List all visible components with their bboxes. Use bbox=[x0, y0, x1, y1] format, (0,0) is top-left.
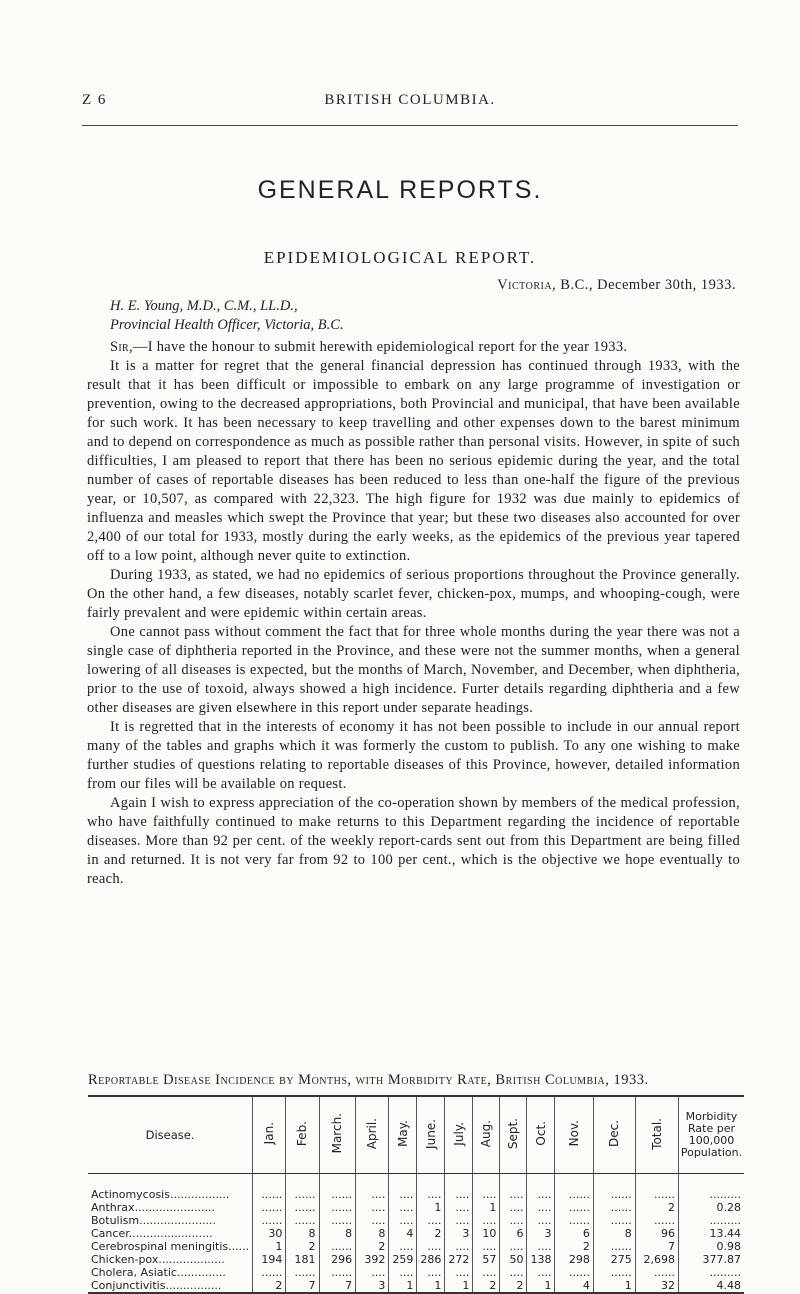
month-cell: 2 bbox=[555, 1240, 593, 1253]
month-cell: .... bbox=[473, 1266, 500, 1279]
month-cell: 3 bbox=[445, 1227, 473, 1240]
disease-name: Chicken-pox................... bbox=[91, 1253, 225, 1266]
month-cell: .... bbox=[445, 1240, 473, 1253]
addressee bbox=[110, 297, 344, 335]
month-cell: .... bbox=[527, 1266, 555, 1279]
total-cell: 7 bbox=[635, 1240, 678, 1253]
total-cell: 2,698 bbox=[635, 1253, 678, 1266]
month-cell: .... bbox=[356, 1174, 389, 1202]
morbidity-cell: 0.28 bbox=[679, 1201, 745, 1214]
disease-incidence-table bbox=[88, 1095, 744, 1294]
month-cell: ...... bbox=[555, 1201, 593, 1214]
column-header-month: March. bbox=[319, 1096, 356, 1174]
leader-dots: ........................ bbox=[128, 1227, 213, 1240]
disease-name: Cancer........................ bbox=[91, 1227, 213, 1240]
paragraph: Again I wish to express appreciation of the co-operation shown by members of the medical profession, who have faithfully continued to make returns to this Department regarding the incidence of reportable diseases. More than 92 per cent. of the weekly report-cards sent out from this Department are being filled in and returned. It is not very far from 92 to 100 per cent., which is the objective we hope eventually to reach. bbox=[87, 795, 740, 887]
month-cell: 181 bbox=[286, 1253, 319, 1266]
month-cell: 8 bbox=[356, 1227, 389, 1240]
month-cell: 1 bbox=[593, 1279, 635, 1293]
month-cell: 2 bbox=[286, 1240, 319, 1253]
month-cell: ...... bbox=[253, 1214, 286, 1227]
total-cell: 32 bbox=[635, 1279, 678, 1293]
running-header bbox=[82, 92, 738, 112]
table-row bbox=[88, 1240, 744, 1253]
morbidity-cell: 4.48 bbox=[679, 1279, 745, 1293]
column-header-month: Sept. bbox=[500, 1096, 527, 1174]
morbidity-cell: 377.87 bbox=[679, 1253, 745, 1266]
paragraph: It is regretted that in the interests of economy it has not been possible to include in our annual report many of the tables and graphs which it was formerly the custom to publish. To any one wishing to make further studies of questions relating to reportable diseases of this Province, however, detailed information from our files will be available on request. bbox=[87, 719, 740, 792]
morbidity-cell: ......... bbox=[679, 1174, 745, 1202]
salutation: Sir, bbox=[110, 339, 133, 355]
month-cell: ...... bbox=[593, 1214, 635, 1227]
month-cell: 1 bbox=[253, 1240, 286, 1253]
morbidity-cell: ......... bbox=[679, 1266, 745, 1279]
month-cell: ...... bbox=[286, 1214, 319, 1227]
paragraph: It is a matter for regret that the general financial depression has continued through 1933, with the result that it has been difficult or impossible to embark on any large programme of investigation or prevention, owing to the decreased appropriations, both Provincial and municipal, that have been available for such work. It has been necessary to keep travelling and other expenses down to the barest minimum and to depend on correspondence as much as possible rather than personal visits. However, in spite of such difficulties, I am pleased to report that there has been no serious epidemic during the year, and the total number of cases of reportable diseases has been reduced to less than one-half the figure of the previous year, or 10,507, as compared with 22,323. The high figure for 1932 was due mainly to epidemics of influenza and measles which swept the Province that year; but these two diseases also accounted for over 2,400 of our total for 1933, mostly during the early weeks, as the epidemics of the previous year tapered off to a low point, although never quite to extinction. bbox=[87, 358, 740, 564]
month-cell: .... bbox=[445, 1174, 473, 1202]
month-cell: 194 bbox=[253, 1253, 286, 1266]
month-cell: ...... bbox=[319, 1214, 356, 1227]
month-cell: 8 bbox=[593, 1227, 635, 1240]
column-header-month: Nov. bbox=[555, 1096, 593, 1174]
month-cell: ...... bbox=[593, 1201, 635, 1214]
month-cell: 30 bbox=[253, 1227, 286, 1240]
month-cell: 298 bbox=[555, 1253, 593, 1266]
month-cell: 1 bbox=[417, 1279, 445, 1293]
month-cell: .... bbox=[417, 1266, 445, 1279]
column-header-month: April. bbox=[356, 1096, 389, 1174]
column-header-disease: Disease. bbox=[88, 1096, 253, 1174]
total-cell: ...... bbox=[635, 1174, 678, 1202]
month-cell: 296 bbox=[319, 1253, 356, 1266]
column-header-month: May. bbox=[389, 1096, 417, 1174]
column-header-month: June. bbox=[417, 1096, 445, 1174]
month-cell: .... bbox=[389, 1174, 417, 1202]
morbidity-cell: ......... bbox=[679, 1214, 745, 1227]
table-title: Reportable Disease Incidence by Months, with Morbidity Rate, British Columbia, 1933. bbox=[88, 1072, 649, 1088]
month-cell: .... bbox=[417, 1240, 445, 1253]
month-cell: 4 bbox=[555, 1279, 593, 1293]
morbidity-cell: 0.98 bbox=[679, 1240, 745, 1253]
month-cell: ...... bbox=[286, 1174, 319, 1202]
total-cell: ...... bbox=[635, 1266, 678, 1279]
month-cell: .... bbox=[389, 1266, 417, 1279]
month-cell: .... bbox=[500, 1266, 527, 1279]
table-body bbox=[88, 1174, 744, 1294]
month-cell: .... bbox=[445, 1201, 473, 1214]
month-cell: ...... bbox=[593, 1240, 635, 1253]
month-cell: 2 bbox=[473, 1279, 500, 1293]
month-cell: .... bbox=[527, 1240, 555, 1253]
disease-name: Anthrax....................... bbox=[91, 1201, 215, 1214]
disease-name: Conjunctivitis................ bbox=[91, 1279, 222, 1292]
month-cell: .... bbox=[473, 1240, 500, 1253]
month-cell: .... bbox=[389, 1240, 417, 1253]
disease-name: Botulism...................... bbox=[91, 1214, 217, 1227]
month-cell: ...... bbox=[286, 1201, 319, 1214]
table-row bbox=[88, 1174, 744, 1202]
month-cell: .... bbox=[473, 1174, 500, 1202]
month-cell: .... bbox=[500, 1240, 527, 1253]
total-cell: ...... bbox=[635, 1214, 678, 1227]
month-cell: 7 bbox=[319, 1279, 356, 1293]
leader-dots: ....................... bbox=[134, 1201, 215, 1214]
report-subtitle: EPIDEMIOLOGICAL REPORT. bbox=[263, 248, 537, 267]
table-row bbox=[88, 1266, 744, 1279]
month-cell: .... bbox=[356, 1214, 389, 1227]
leader-dots: ................... bbox=[158, 1253, 225, 1266]
column-header-month: Oct. bbox=[527, 1096, 555, 1174]
month-cell: 1 bbox=[527, 1279, 555, 1293]
table-row bbox=[88, 1214, 744, 1227]
paragraph: Sir,—I have the honour to submit herewith epidemiological report for the year 1933. bbox=[110, 339, 628, 355]
section-title: GENERAL REPORTS. bbox=[257, 176, 543, 204]
table-row bbox=[88, 1201, 744, 1214]
month-cell: ...... bbox=[319, 1266, 356, 1279]
month-cell: .... bbox=[473, 1214, 500, 1227]
leader-dots: ................ bbox=[165, 1279, 222, 1292]
month-cell: 2 bbox=[356, 1240, 389, 1253]
month-cell: .... bbox=[445, 1266, 473, 1279]
month-cell: .... bbox=[445, 1214, 473, 1227]
month-cell: 7 bbox=[286, 1279, 319, 1293]
dateline-date: , B.C., December 30th, 1933. bbox=[552, 277, 736, 293]
month-cell: .... bbox=[500, 1214, 527, 1227]
report-body bbox=[87, 338, 740, 889]
month-cell: 2 bbox=[253, 1279, 286, 1293]
leader-dots: ...................... bbox=[139, 1214, 217, 1227]
column-header-total: Total. bbox=[635, 1096, 678, 1174]
month-cell: .... bbox=[500, 1174, 527, 1202]
month-cell: 1 bbox=[445, 1279, 473, 1293]
month-cell: 2 bbox=[500, 1279, 527, 1293]
month-cell: ...... bbox=[555, 1174, 593, 1202]
leader-dots: .............. bbox=[176, 1266, 226, 1279]
morbidity-cell: 13.44 bbox=[679, 1227, 745, 1240]
month-cell: 286 bbox=[417, 1253, 445, 1266]
month-cell: 57 bbox=[473, 1253, 500, 1266]
column-header-month: Aug. bbox=[473, 1096, 500, 1174]
month-cell: 6 bbox=[500, 1227, 527, 1240]
month-cell: .... bbox=[389, 1201, 417, 1214]
month-cell: 259 bbox=[389, 1253, 417, 1266]
month-cell: ...... bbox=[253, 1266, 286, 1279]
month-cell: 1 bbox=[417, 1201, 445, 1214]
month-cell: 3 bbox=[356, 1279, 389, 1293]
month-cell: 8 bbox=[319, 1227, 356, 1240]
paragraph: One cannot pass without comment the fact that for three whole months during the year there was not a single case of diphtheria reported in the Province, and these were not the summer months, when a general lowering of all diseases is expected, but the months of March, November, and December, when diphtheria, prior to the use of toxoid, always showed a high incidence. Furter details regarding diphtheria and a few other diseases are given elsewhere in this report under separate headings. bbox=[87, 624, 740, 716]
month-cell: .... bbox=[527, 1174, 555, 1202]
month-cell: 8 bbox=[286, 1227, 319, 1240]
month-cell: ...... bbox=[319, 1201, 356, 1214]
month-cell: .... bbox=[500, 1201, 527, 1214]
leader-dots: ...... bbox=[228, 1240, 250, 1253]
month-cell: ...... bbox=[253, 1174, 286, 1202]
month-cell: 138 bbox=[527, 1253, 555, 1266]
table-row bbox=[88, 1227, 744, 1240]
month-cell: ...... bbox=[555, 1266, 593, 1279]
month-cell: .... bbox=[389, 1214, 417, 1227]
month-cell: 392 bbox=[356, 1253, 389, 1266]
month-cell: 10 bbox=[473, 1227, 500, 1240]
month-cell: 50 bbox=[500, 1253, 527, 1266]
month-cell: 6 bbox=[555, 1227, 593, 1240]
disease-name: Cholera, Asiatic.............. bbox=[91, 1266, 226, 1279]
total-cell: 2 bbox=[635, 1201, 678, 1214]
dateline bbox=[497, 277, 736, 294]
month-cell: .... bbox=[527, 1201, 555, 1214]
table-row bbox=[88, 1279, 744, 1293]
month-cell: .... bbox=[417, 1174, 445, 1202]
table-header-row bbox=[88, 1096, 744, 1174]
column-header-month: Feb. bbox=[286, 1096, 319, 1174]
leader-dots: ................. bbox=[169, 1188, 230, 1201]
month-cell: ...... bbox=[593, 1266, 635, 1279]
month-cell: 1 bbox=[389, 1279, 417, 1293]
addressee-title: Provincial Health Officer, Victoria, B.C. bbox=[110, 317, 344, 333]
month-cell: ...... bbox=[286, 1266, 319, 1279]
month-cell: 275 bbox=[593, 1253, 635, 1266]
addressee-name: H. E. Young, M.D., C.M., LL.D., bbox=[110, 298, 298, 314]
disease-name: Actinomycosis................. bbox=[91, 1188, 230, 1201]
month-cell: .... bbox=[527, 1214, 555, 1227]
month-cell: .... bbox=[417, 1214, 445, 1227]
month-cell: 272 bbox=[445, 1253, 473, 1266]
total-cell: 96 bbox=[635, 1227, 678, 1240]
month-cell: .... bbox=[356, 1201, 389, 1214]
disease-name: Cerebrospinal meningitis...... bbox=[91, 1240, 250, 1253]
month-cell: 2 bbox=[417, 1227, 445, 1240]
month-cell: 4 bbox=[389, 1227, 417, 1240]
month-cell: ...... bbox=[555, 1214, 593, 1227]
month-cell: ...... bbox=[253, 1201, 286, 1214]
month-cell: ...... bbox=[319, 1174, 356, 1202]
month-cell: ...... bbox=[319, 1240, 356, 1253]
header-rule bbox=[82, 125, 738, 126]
column-header-month: Dec. bbox=[593, 1096, 635, 1174]
column-header-month: July. bbox=[445, 1096, 473, 1174]
month-cell: ...... bbox=[593, 1174, 635, 1202]
month-cell: 3 bbox=[527, 1227, 555, 1240]
month-cell: 1 bbox=[473, 1201, 500, 1214]
month-cell: .... bbox=[356, 1266, 389, 1279]
dateline-place: Victoria bbox=[497, 277, 553, 293]
column-header-morbidity: Morbidity Rate per 100,000 Population. bbox=[679, 1096, 745, 1174]
table-row bbox=[88, 1253, 744, 1266]
page-reference: Z 6 bbox=[82, 92, 107, 108]
paragraph: During 1933, as stated, we had no epidemics of serious proportions throughout the Province generally. On the other hand, a few diseases, notably scarlet fever, chicken-pox, mumps, and whooping-cough, were fairly prevalent and were epidemic within certain areas. bbox=[87, 567, 740, 621]
running-title: BRITISH COLUMBIA. bbox=[324, 92, 496, 108]
column-header-month: Jan. bbox=[253, 1096, 286, 1174]
